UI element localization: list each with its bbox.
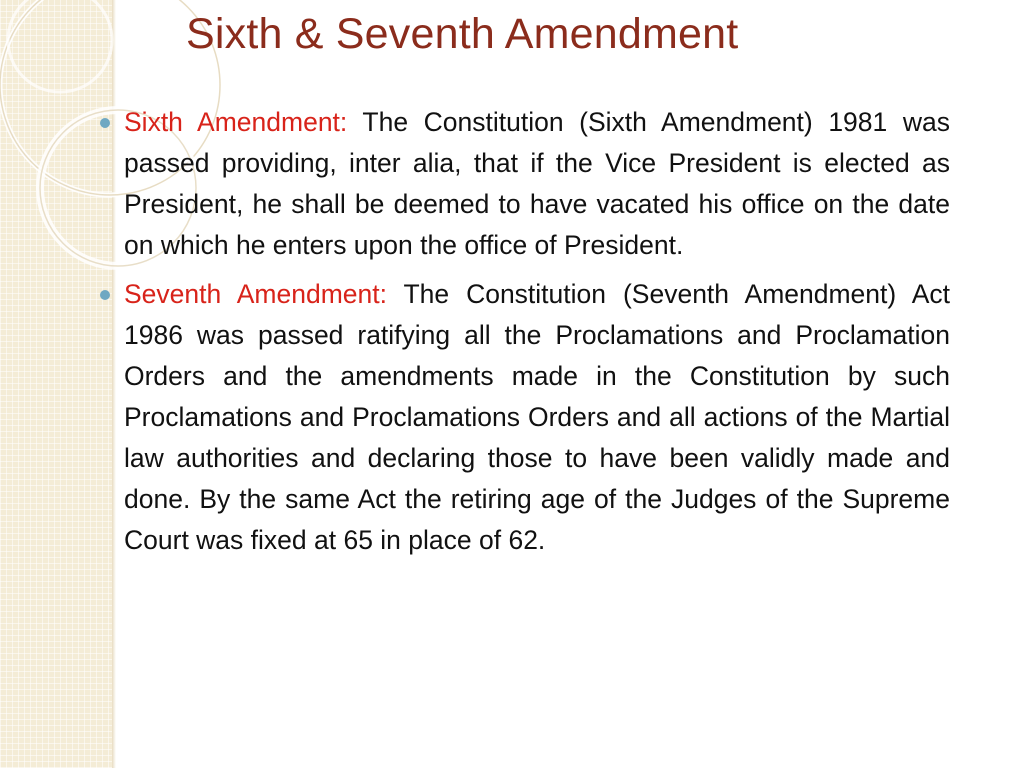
bullet-lead: Sixth Amendment: xyxy=(124,107,348,137)
bullet-dot-icon xyxy=(100,290,110,300)
bullet-sixth-amendment xyxy=(96,102,950,266)
bullet-seventh-amendment xyxy=(96,274,950,561)
bullet-lead: Seventh Amendment: xyxy=(124,279,387,309)
bullet-dot-icon xyxy=(100,118,110,128)
bullet-text: The Constitution (Sixth Amendment) 1981 was passed providing, inter alia, that if the Vice President is elected as President, he shall be deemed to have vacated his office on the date on which he enters upon the office of President. xyxy=(124,107,950,260)
bullet-text: The Constitution (Seventh Amendment) Act 1986 was passed ratifying all the Proclamations and Proclamation Orders and the amendments made in the Constitution by such Proclamations and Proclamations Orders and all actions of the Martial law authorities and declaring those to have been validly made and done. By the same Act the retiring age of the Judges of the Supreme Court was fixed at 65 in place of 62. xyxy=(124,279,950,555)
slide-content xyxy=(96,102,950,569)
slide-title: Sixth & Seventh Amendment xyxy=(186,10,739,58)
